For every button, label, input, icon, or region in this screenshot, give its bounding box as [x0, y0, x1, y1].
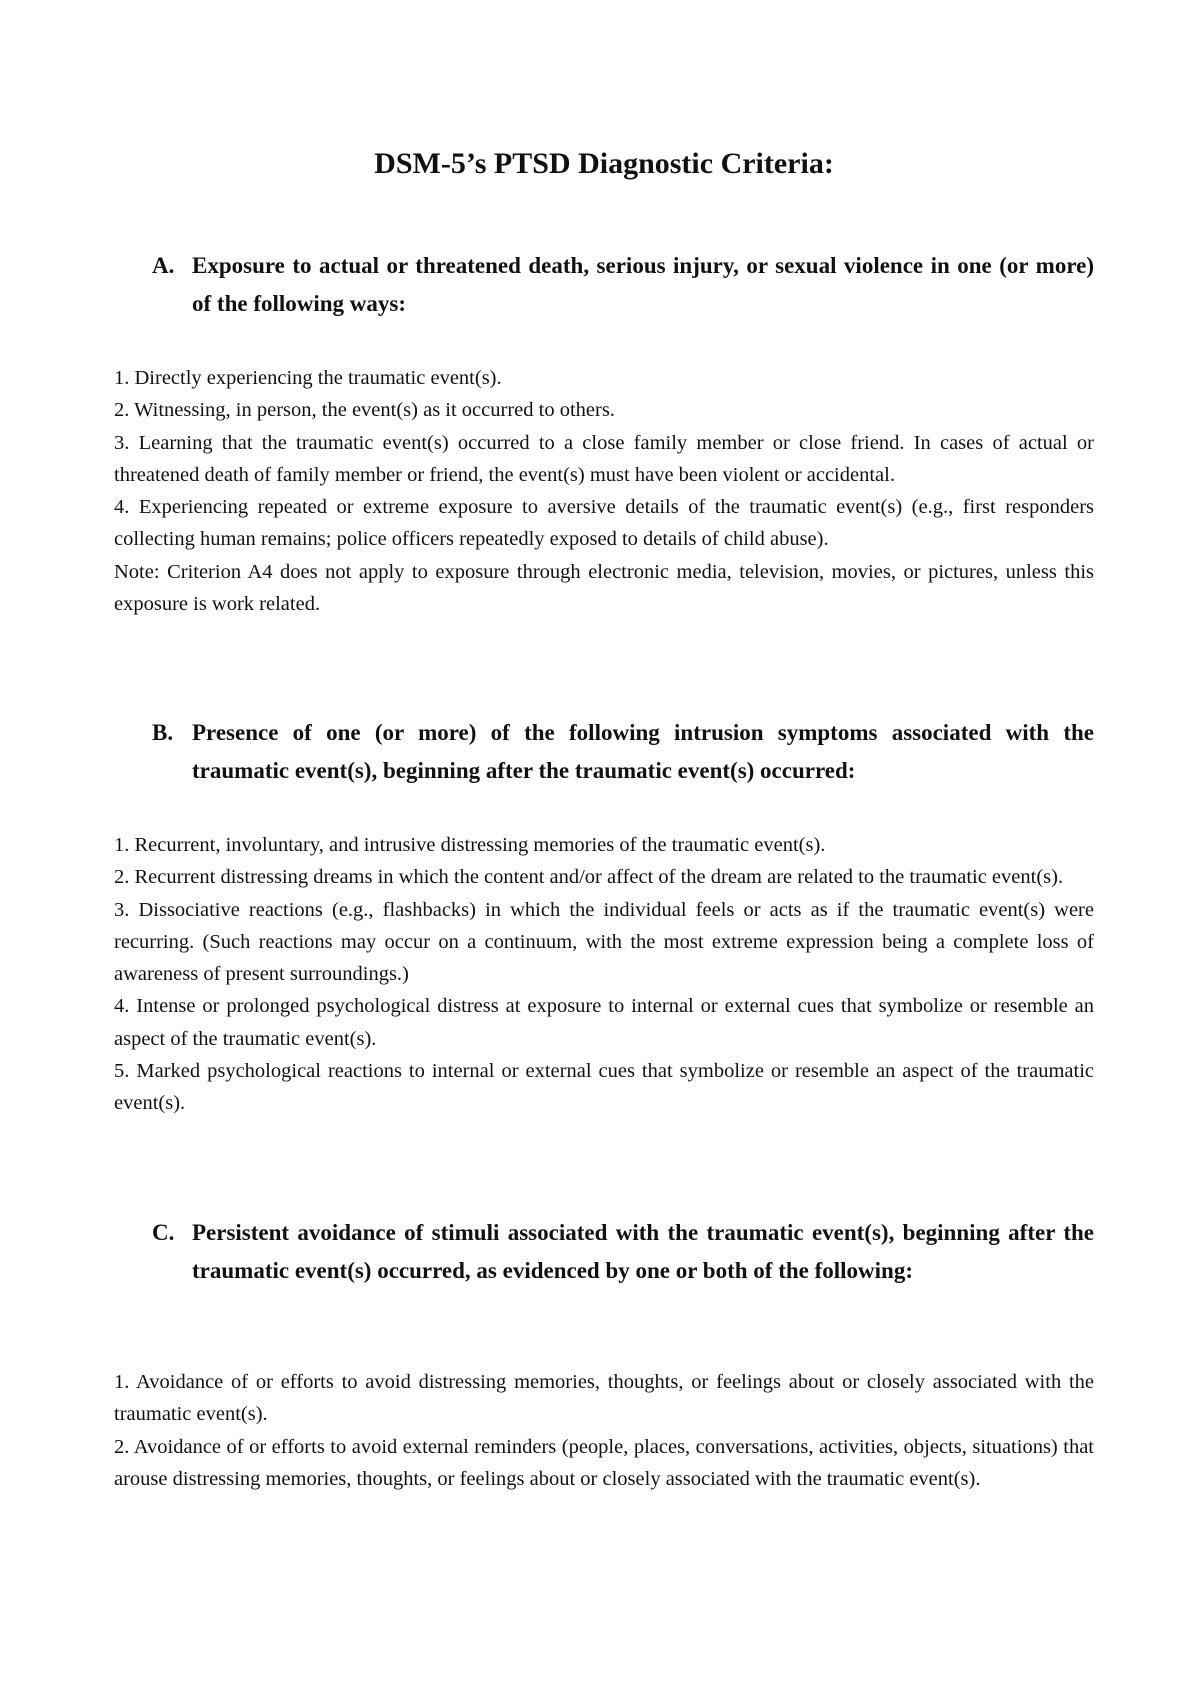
section-c-criteria-list	[114, 1366, 1094, 1495]
section-c-letter: C.	[152, 1220, 175, 1245]
section-a-letter: A.	[152, 253, 175, 278]
document-title: DSM-5’s PTSD Diagnostic Criteria:	[374, 147, 834, 180]
section-b-criteria-list	[114, 829, 1094, 1120]
criterion-b4: 4. Intense or prolonged psychological distress at exposure to internal or external cues that symbolize or resemble an aspect of the traumatic event(s).	[114, 995, 1094, 1050]
section-b-letter: B.	[152, 720, 174, 745]
section-a-criteria-list	[114, 362, 1094, 620]
section-c-heading-text: Persistent avoidance of stimuli associated with the traumatic event(s), beginning after the traumatic event(s) occurred, as evidenced by one or both of the following:	[192, 1220, 1094, 1283]
section-b-heading	[114, 714, 1094, 790]
criterion-b1: 1. Recurrent, involuntary, and intrusive distressing memories of the traumatic event(s).	[114, 834, 826, 856]
criterion-b3: 3. Dissociative reactions (e.g., flashbacks) in which the individual feels or acts as if the traumatic event(s) were recurring. (Such reactions may occur on a continuum, with the most extreme expression being a complete loss of awareness of present surroundings.)	[114, 898, 1094, 986]
criterion-c2: 2. Avoidance of or efforts to avoid external reminders (people, places, conversations, activities, objects, situations) that arouse distressing memories, thoughts, or feelings about or closely associated with the traumatic event(s).	[114, 1435, 1094, 1490]
criterion-c1: 1. Avoidance of or efforts to avoid distressing memories, thoughts, or feelings about or closely associated with the traumatic event(s).	[114, 1371, 1094, 1426]
criterion-a4: 4. Experiencing repeated or extreme exposure to aversive details of the traumatic event(s) (e.g., first responders collecting human remains; police officers repeatedly exposed to details of child abuse).	[114, 496, 1094, 551]
criterion-b2: 2. Recurrent distressing dreams in which the content and/or affect of the dream are related to the traumatic event(s).	[114, 866, 1064, 889]
section-b-heading-text: Presence of one (or more) of the following intrusion symptoms associated with the traumatic event(s), beginning after the traumatic event(s) occurred:	[192, 720, 1094, 783]
section-a-heading-text: Exposure to actual or threatened death, serious injury, or sexual violence in one (or more) of the following ways:	[192, 253, 1094, 316]
criterion-a-note: Note: Criterion A4 does not apply to exposure through electronic media, television, movies, or pictures, unless this exposure is work related.	[114, 560, 1094, 616]
criterion-a3: 3. Learning that the traumatic event(s) occurred to a close family member or close friend. In cases of actual or threatened death of family member or friend, the event(s) must have been violent or accidental.	[114, 431, 1094, 486]
criterion-a2: 2. Witnessing, in person, the event(s) as it occurred to others.	[114, 399, 615, 422]
criterion-a1: 1. Directly experiencing the traumatic event(s).	[114, 367, 502, 389]
section-a-heading	[114, 247, 1094, 323]
section-c-heading	[114, 1214, 1094, 1290]
criterion-b5: 5. Marked psychological reactions to internal or external cues that symbolize or resemble an aspect of the traumatic event(s).	[114, 1060, 1094, 1115]
